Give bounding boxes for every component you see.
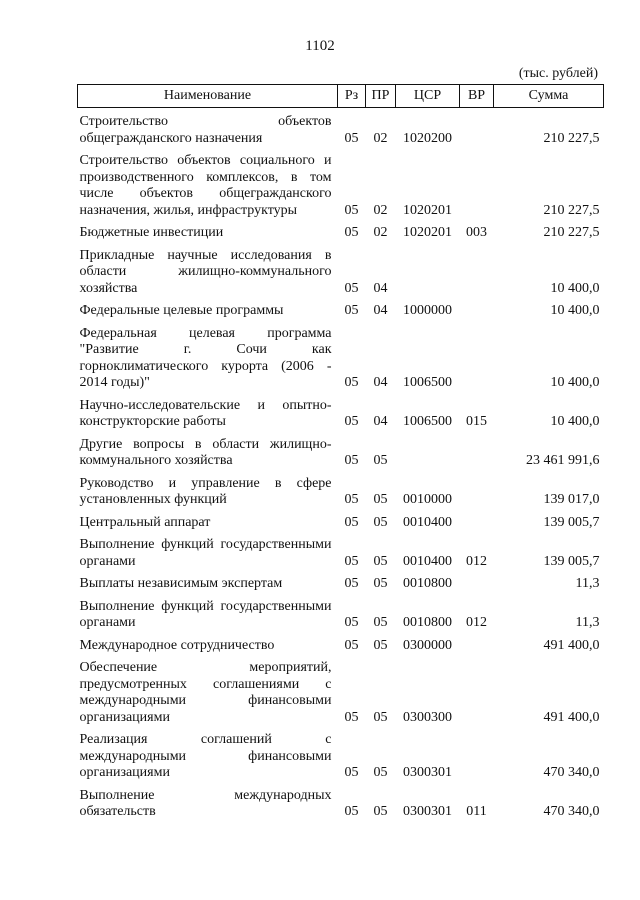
cell-vr [460, 570, 494, 593]
table-row [78, 632, 604, 655]
cell-pr: 05 [373, 492, 388, 507]
cell-vr [460, 108, 494, 148]
cell-rz: 05 [344, 709, 359, 725]
cell-rz: 05 [344, 202, 359, 218]
cell-vr: 012 [466, 553, 487, 569]
cell-pr: 02 [373, 225, 388, 240]
table-row [78, 470, 604, 509]
table-row [78, 108, 604, 148]
cell-pr: 05 [373, 637, 388, 653]
cell-rz: 05 [344, 414, 359, 429]
cell-sum: 491 400,0 [543, 709, 600, 725]
cell-csr: 1020200 [403, 130, 452, 146]
page-number: 1102 [305, 38, 335, 54]
cell-sum: 10 400,0 [550, 375, 600, 390]
cell-pr: 05 [373, 514, 388, 530]
cell-rz: 05 [344, 765, 359, 780]
cell-csr: 1000000 [403, 303, 452, 318]
cell-name: Реализация соглашений с международными финансовыми организациями [79, 732, 332, 780]
cell-csr: 1006500 [403, 375, 452, 390]
cell-vr [460, 470, 494, 509]
cell-sum: 491 400,0 [543, 637, 600, 653]
table-row [78, 593, 604, 632]
cell-pr: 02 [373, 202, 388, 218]
cell-name: Федеральные целевые программы [79, 303, 284, 318]
cell-rz: 05 [344, 303, 359, 318]
cell-vr [460, 147, 494, 219]
cell-sum: 10 400,0 [550, 303, 600, 318]
cell-csr: 1006500 [403, 414, 452, 429]
cell-csr: 0010800 [403, 615, 452, 630]
table-body [78, 108, 604, 821]
cell-sum: 11,3 [575, 615, 600, 630]
table-row [78, 392, 604, 431]
table-row [78, 242, 604, 298]
cell-rz: 05 [344, 804, 359, 819]
budget-table [77, 84, 604, 821]
table-row [78, 219, 604, 242]
cell-name: Научно-исследовательские и опытно-конструкторские работы [79, 397, 332, 429]
table-row [78, 654, 604, 726]
table-row [78, 320, 604, 392]
cell-csr: 0010800 [403, 576, 452, 591]
cell-vr: 003 [466, 225, 487, 240]
cell-name: Центральный аппарат [79, 514, 211, 530]
cell-vr [460, 297, 494, 320]
cell-name: Руководство и управление в сфере установленных функций [79, 475, 332, 507]
units-label: (тыс. рублей) [518, 66, 598, 81]
cell-csr: 1020201 [403, 225, 452, 240]
cell-name: Другие вопросы в области жилищно-коммунального хозяйства [79, 436, 332, 468]
cell-name: Федеральная целевая программа "Развитие г. Сочи как горноклиматического курорта (2006 - 2014 годы)" [79, 325, 332, 390]
cell-name: Обеспечение мероприятий, предусмотренных соглашениями с международными финансовыми организациями [79, 660, 332, 725]
cell-pr: 05 [373, 765, 388, 780]
cell-rz: 05 [344, 375, 359, 390]
cell-rz: 05 [344, 453, 359, 468]
cell-sum: 10 400,0 [550, 280, 600, 296]
cell-vr [460, 726, 494, 782]
cell-pr: 05 [373, 709, 388, 725]
table-row [78, 531, 604, 570]
cell-pr: 04 [373, 280, 388, 296]
cell-rz: 05 [344, 225, 359, 240]
header-name: Наименование [78, 85, 338, 108]
cell-name: Международное сотрудничество [79, 637, 275, 653]
cell-vr: 015 [466, 414, 487, 429]
cell-rz: 05 [344, 576, 359, 591]
cell-rz: 05 [344, 130, 359, 146]
cell-rz: 05 [344, 280, 359, 296]
cell-vr: 011 [466, 804, 487, 819]
cell-csr [396, 242, 460, 298]
cell-sum: 470 340,0 [543, 804, 600, 819]
cell-pr: 05 [373, 553, 388, 569]
cell-rz: 05 [344, 492, 359, 507]
cell-name: Бюджетные инвестиции [79, 225, 224, 240]
cell-name: Выполнение международных обязательств [79, 787, 332, 819]
cell-rz: 05 [344, 637, 359, 653]
cell-csr: 0300301 [403, 765, 452, 780]
cell-vr [460, 431, 494, 470]
cell-pr: 05 [373, 576, 388, 591]
cell-pr: 04 [373, 375, 388, 390]
table-row [78, 431, 604, 470]
cell-vr [460, 242, 494, 298]
table-row [78, 509, 604, 532]
cell-pr: 04 [373, 303, 388, 318]
cell-vr [460, 320, 494, 392]
table-row [78, 297, 604, 320]
cell-sum: 10 400,0 [550, 414, 600, 429]
cell-sum: 139 017,0 [543, 492, 600, 507]
cell-csr: 0300301 [403, 804, 452, 819]
cell-pr: 05 [373, 615, 388, 630]
cell-csr: 0300000 [403, 637, 452, 653]
cell-rz: 05 [344, 553, 359, 569]
cell-csr: 0010000 [403, 492, 452, 507]
cell-name: Прикладные научные исследования в области жилищно-коммунального хозяйства [79, 247, 332, 296]
cell-sum: 210 227,5 [543, 130, 600, 146]
cell-pr: 05 [373, 804, 388, 819]
cell-sum: 210 227,5 [543, 225, 600, 240]
cell-csr: 0300300 [403, 709, 452, 725]
cell-vr [460, 509, 494, 532]
cell-pr: 04 [373, 414, 388, 429]
table-row [78, 726, 604, 782]
cell-vr [460, 654, 494, 726]
cell-name: Строительство объектов общегражданского назначения [79, 114, 332, 146]
cell-sum: 210 227,5 [543, 202, 600, 218]
cell-csr: 1020201 [403, 202, 452, 218]
cell-rz: 05 [344, 514, 359, 530]
cell-csr: 0010400 [403, 553, 452, 569]
cell-csr [396, 431, 460, 470]
table-row [78, 782, 604, 821]
header-csr: ЦСР [396, 85, 460, 108]
cell-sum: 139 005,7 [543, 514, 600, 530]
header-pr: ПР [366, 85, 396, 108]
cell-sum: 470 340,0 [543, 765, 600, 780]
cell-name: Выполнение функций государственными органами [79, 598, 332, 630]
cell-sum: 139 005,7 [543, 553, 600, 569]
cell-csr: 0010400 [403, 514, 452, 530]
table-header-row [78, 85, 604, 108]
table-row [78, 147, 604, 219]
cell-rz: 05 [344, 615, 359, 630]
header-sum: Сумма [494, 85, 604, 108]
header-vr: ВР [460, 85, 494, 108]
cell-name: Выплаты независимым экспертам [79, 576, 283, 591]
cell-name: Строительство объектов социального и производственного комплексов, в том числе объектов общегражданского назначения, жилья, инфраструктуры [79, 153, 332, 218]
cell-name: Выполнение функций государственными органами [79, 537, 332, 569]
cell-pr: 02 [373, 130, 388, 146]
cell-vr [460, 632, 494, 655]
header-rz: Рз [338, 85, 366, 108]
cell-vr: 012 [466, 615, 487, 630]
cell-pr: 05 [373, 453, 388, 468]
table-row [78, 570, 604, 593]
cell-sum: 23 461 991,6 [526, 453, 600, 468]
cell-sum: 11,3 [575, 576, 600, 591]
